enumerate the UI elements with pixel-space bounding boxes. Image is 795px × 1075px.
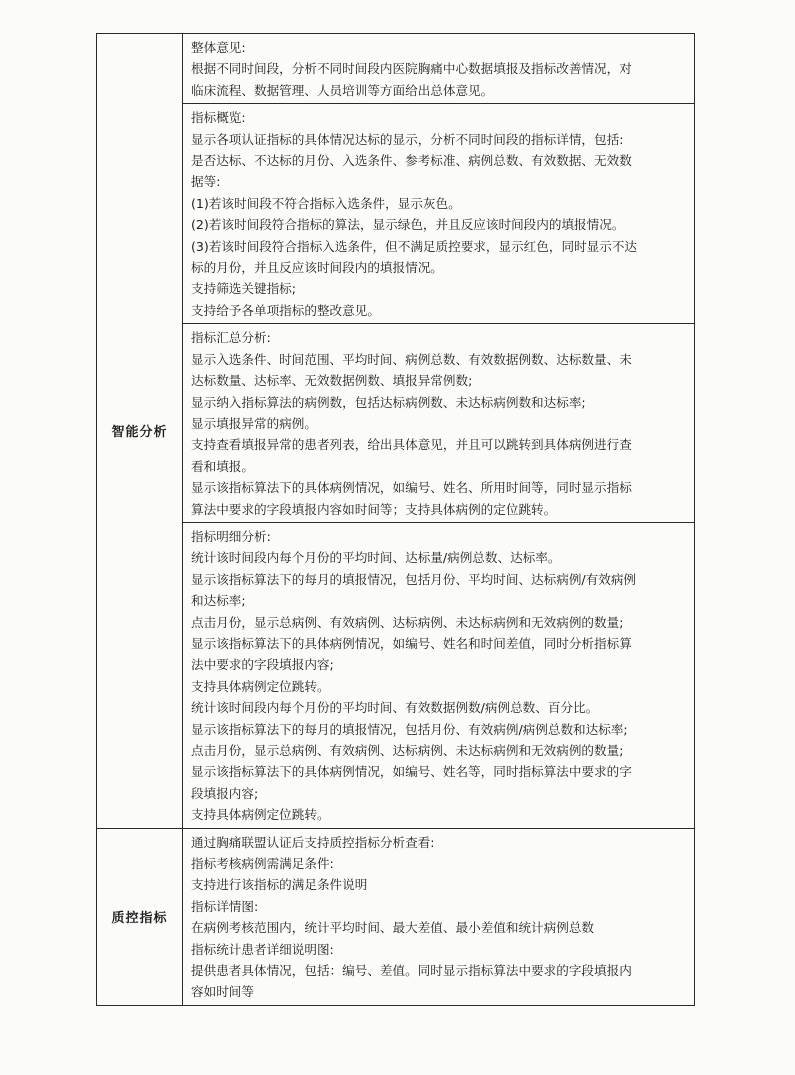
text-line: 临床流程、数据管理、人员培训等方面给出总体意见。: [191, 82, 494, 98]
block-heading: 指标概览:: [191, 110, 246, 126]
text-line: 支持给予各单项指标的整改意见。: [191, 302, 380, 318]
text-line: 支持具体病例定位跳转。: [191, 678, 330, 694]
text-line: 显示该指标算法下的每月的填报情况，包括月份、有效病例/病例总数和达标率;: [191, 721, 628, 737]
block-heading: 指标汇总分析:: [191, 330, 271, 346]
text-line: 是否达标、不达标的月份、入选条件、参考标准、病例总数、有效数据、无效数: [191, 153, 632, 169]
text-line: 点击月份，显示总病例、有效病例、达标病例、未达标病例和无效病例的数量;: [191, 743, 624, 758]
text-line: 支持筛选关键指标;: [191, 281, 296, 297]
text-line: 支持进行该指标的满足条件说明: [191, 877, 368, 893]
text-line: 显示该指标算法下的具体病例情况，如编号、姓名和时间差值，同时分析指标算: [191, 635, 632, 651]
block-heading: 指标明细分析:: [191, 528, 271, 544]
text-line: 支持查看填报异常的患者列表，给出具体意见，并且可以跳转到具体病例进行查: [191, 437, 632, 453]
text-line: 显示各项认证指标的具体情况达标的显示，分析不同时间段的指标详情，包括:: [191, 131, 624, 147]
text-line: 提供患者具体情况，包括：编号、差值。同时显示指标算法中要求的字段填报内: [191, 963, 632, 979]
table-row: [97, 324, 695, 523]
text-line: (3)若该时间段符合指标入选条件，但不满足质控要求，显示红色，同时显示不达: [191, 238, 638, 254]
content-block: [183, 34, 695, 104]
table-row: [97, 828, 695, 1005]
text-line: 统计该时间段内每个月份的平均时间、有效数据例数/病例总数、百分比。: [191, 700, 599, 716]
content-block: [183, 522, 695, 828]
table-row: [97, 522, 695, 828]
text-line: 算法中要求的字段填报内容如时间等；支持具体病例的定位跳转。: [191, 501, 557, 517]
text-line: 显示该指标算法下的具体病例情况，如编号、姓名、所用时间等，同时显示指标: [191, 480, 632, 496]
content-block: [183, 324, 695, 523]
text-line: 在病例考核范围内，统计平均时间、最大差值、最小差值和统计病例总数: [191, 920, 594, 936]
text-line: 据等:: [191, 174, 221, 190]
text-line: 看和填报。: [191, 458, 254, 474]
text-line: 点击月份，显示总病例、有效病例、达标病例、未达标病例和无效病例的数量;: [191, 614, 624, 630]
text-line: 指标统计患者详细说明图:: [191, 941, 334, 957]
block-heading: 整体意见:: [191, 40, 246, 55]
text-line: 显示该指标算法下的每月的填报情况，包括月份、平均时间、达标病例/有效病例: [191, 571, 637, 587]
text-line: 容如时间等: [191, 984, 254, 1000]
text-line: 指标详情图:: [191, 898, 259, 914]
text-line: 达标数量、达标率、无效数据例数、填报异常例数;: [191, 373, 473, 389]
text-line: 支持具体病例定位跳转。: [191, 807, 330, 823]
row-label-cell: [97, 828, 183, 1005]
table-row: [97, 104, 695, 324]
text-line: 显示该指标算法下的具体病例情况，如编号、姓名等，同时指标算法中要求的字: [191, 764, 632, 780]
text-line: 标的月份，并且反应该时间段内的填报情况。: [191, 260, 443, 276]
text-line: (2)若该时间段符合指标的算法，显示绿色，并且反应该时间段内的填报情况。: [191, 217, 625, 233]
row-label: 智能分析: [111, 425, 168, 441]
text-line: (1)若该时间段不符合指标入选条件，显示灰色。: [191, 195, 461, 211]
text-line: 法中要求的字段填报内容;: [191, 657, 334, 673]
table-row: [97, 34, 695, 104]
text-line: 统计该时间段内每个月份的平均时间、达标量/病例总数、达标率。: [191, 550, 561, 566]
text-line: 根据不同时间段，分析不同时间段内医院胸痛中心数据填报及指标改善情况，对: [191, 61, 632, 77]
text-line: 指标考核病例需满足条件:: [191, 856, 334, 872]
text-line: 显示填报异常的病例。: [191, 415, 317, 431]
text-line: 显示纳入指标算法的病例数，包括达标病例数、未达标病例数和达标率;: [191, 394, 586, 410]
block-heading: 通过胸痛联盟认证后支持质控指标分析查看:: [191, 834, 435, 850]
spec-table: [96, 33, 695, 1006]
text-line: 和达标率;: [191, 593, 246, 609]
text-line: 段填报内容;: [191, 785, 259, 801]
row-label: 质控指标: [111, 911, 168, 927]
content-block: [183, 828, 695, 1005]
content-block: [183, 104, 695, 324]
row-label-cell: [97, 34, 183, 829]
text-line: 显示入选条件、时间范围、平均时间、病例总数、有效数据例数、达标数量、未: [191, 351, 632, 367]
